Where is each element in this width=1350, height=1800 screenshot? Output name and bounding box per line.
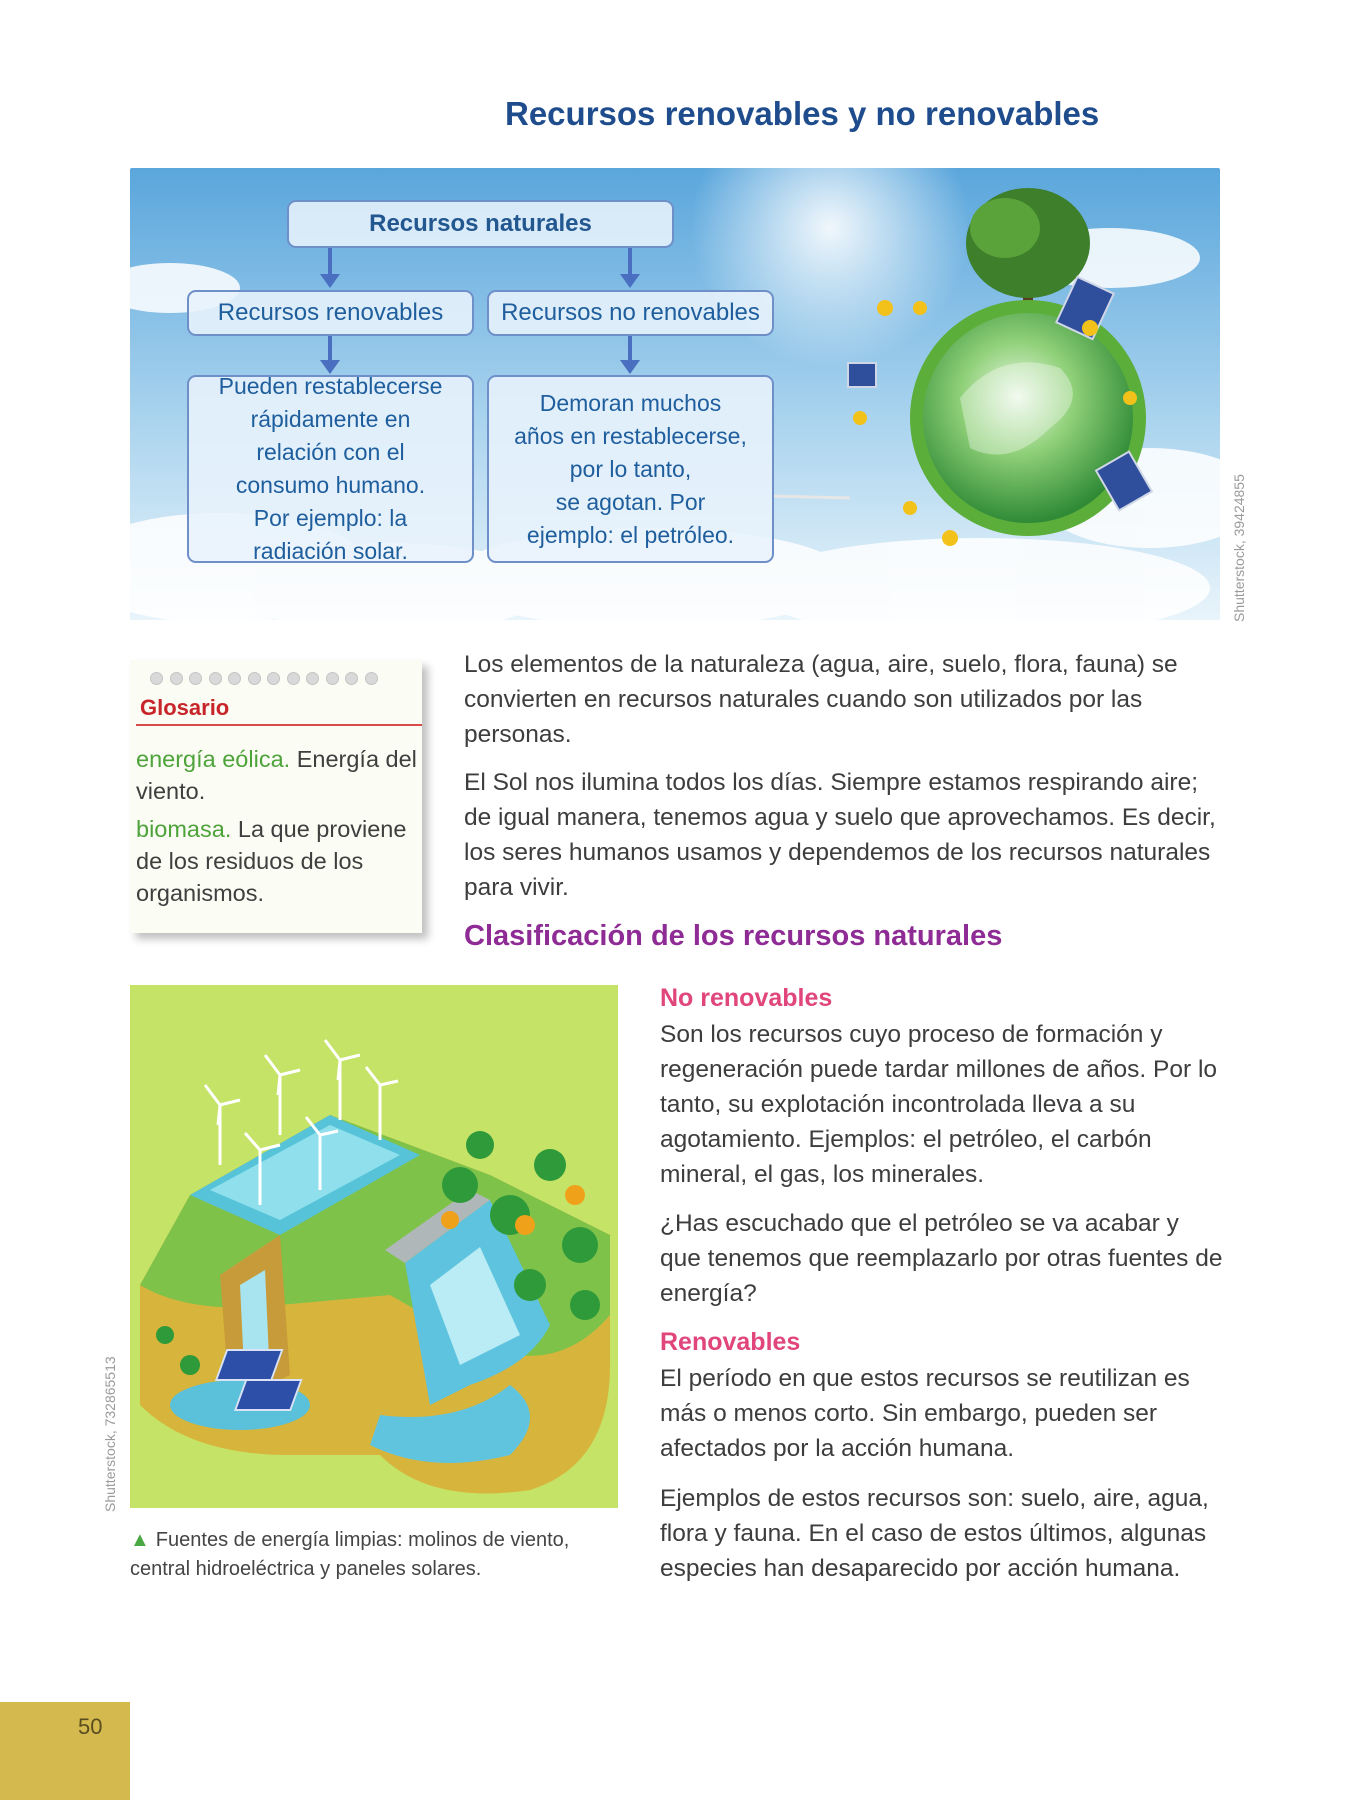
glossary-term: energía eólica. [136, 746, 291, 772]
illustration-credit: Shutterstock, 732865513 [102, 1356, 118, 1512]
intro-paragraph-1: Los elementos de la naturaleza (agua, aire, suelo, flora, fauna) se convierten en recursos naturales cuando son utilizados por las personas. [464, 651, 1178, 748]
clean-energy-illustration [130, 985, 618, 1508]
glossary-entry [136, 813, 418, 909]
nonrenewable-resources-box: Recursos no renovables [487, 290, 774, 336]
glossary-term: biomasa. [136, 816, 232, 842]
arrow-down-icon [618, 336, 642, 376]
intro-paragraph-2: El Sol nos ilumina todos los días. Siempre estamos respirando aire; de igual manera, tenemos agua y suelo que aprovechamos. Es decir, los seres humanos usamos y dependemos de los recursos naturales para vivir. [464, 769, 1216, 901]
illustration-caption: ▲ Fuentes de energía limpias: molinos de viento, central hidroeléctrica y paneles solares. [130, 1529, 570, 1580]
page-number: 50 [78, 1714, 103, 1739]
renewable-heading: Renovables [660, 1328, 801, 1356]
arrow-down-icon [618, 248, 642, 290]
glossary-definition: Energía del viento. [136, 746, 417, 804]
glossary-card [130, 660, 422, 933]
question-text: ¿Has escuchado que el petróleo se va acabar y que tenemos que reemplazarlo por otras fuentes de energía? [660, 1210, 1223, 1307]
hero-image-credit: Shutterstock, 39424855 [1231, 474, 1247, 622]
glossary-entry [136, 743, 418, 807]
glossary-divider [136, 724, 422, 726]
nonrenewable-heading: No renovables [660, 984, 833, 1012]
classification-heading: Clasificación de los recursos naturales [464, 920, 1003, 952]
renewable-description-box: Pueden restablecerse rápidamente en relación con el consumo humano. Por ejemplo: la radiación solar. [187, 375, 474, 563]
page-title: Recursos renovables y no renovables [505, 95, 1100, 132]
renewable-resources-box: Recursos renovables [187, 290, 474, 336]
resources-diagram [130, 168, 1220, 620]
renewable-examples-text: Ejemplos de estos recursos son: suelo, aire, agua, flora y fauna. En el caso de estos últimos, algunas especies han desaparecido por acción humana. [660, 1485, 1209, 1582]
nonrenewable-text: Son los recursos cuyo proceso de formación y regeneración puede tardar millones de años. Por lo tanto, su explotación incontrolada lleva a su agotamiento. Ejemplos: el petróleo, el carbón mineral, el gas, los minerales. [660, 1021, 1218, 1188]
page-number-tab [0, 1702, 130, 1800]
triangle-bullet-icon: ▲ [130, 1529, 150, 1551]
renewable-text: El período en que estos recursos se reutilizan es más o menos corto. Sin embargo, pueden ser afectados por la acción humana. [660, 1365, 1190, 1462]
glossary-title: Glosario [140, 695, 230, 720]
notebook-holes [150, 672, 378, 685]
natural-resources-box: Recursos naturales [287, 200, 674, 248]
arrow-down-icon [318, 248, 342, 290]
nonrenewable-description-box: Demoran muchos años en restablecerse, por lo tanto, se agotan. Por ejemplo: el petróleo. [487, 375, 774, 563]
glossary-definition: La que proviene de los residuos de los organismos. [136, 816, 407, 906]
